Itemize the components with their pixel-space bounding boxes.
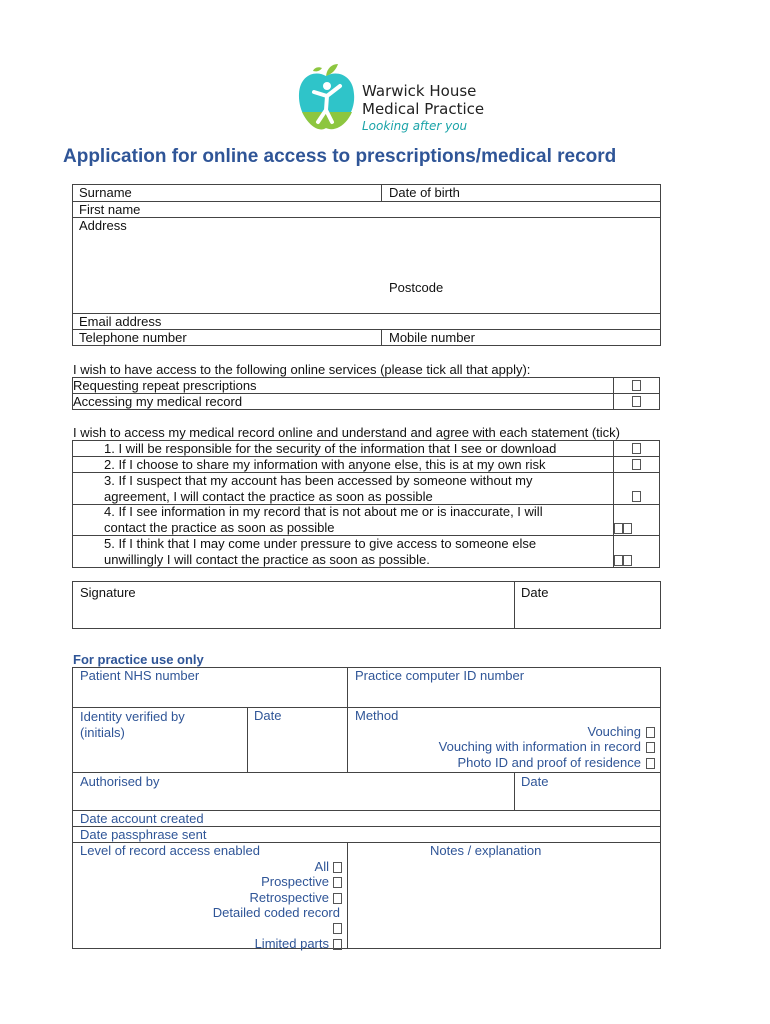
statement-text: 3. If I suspect that my account has been accessed by someone without my <box>104 473 533 488</box>
dob-label: Date of birth <box>389 185 460 200</box>
access-level-option: All <box>314 859 329 874</box>
address-cell[interactable] <box>72 217 661 314</box>
computer-id-label: Practice computer ID number <box>355 668 525 683</box>
access-level-option: Prospective <box>261 874 329 889</box>
signature-label: Signature <box>80 585 136 600</box>
service-label: Requesting repeat prescriptions <box>73 378 257 393</box>
statements-intro: I wish to access my medical record online and understand and agree with each statement (tick) <box>73 425 620 440</box>
service-checkbox[interactable] <box>632 380 641 391</box>
passphrase-label: Date passphrase sent <box>80 827 207 842</box>
method-checkbox[interactable] <box>646 758 655 769</box>
first-name-label: First name <box>79 202 141 217</box>
statement-text: unwillingly I will contact the practice as soon as possible. <box>104 552 430 567</box>
method-checkbox[interactable] <box>646 727 655 738</box>
method-option: Vouching with information in record <box>438 739 641 754</box>
page-title: Application for online access to prescriptions/medical record <box>63 146 617 167</box>
statement-checkbox[interactable] <box>632 459 641 470</box>
service-checkbox[interactable] <box>632 396 641 407</box>
logo-name-line1: Warwick House <box>362 82 477 100</box>
first-name-cell[interactable] <box>72 201 661 218</box>
statement-checkbox[interactable] <box>632 491 641 502</box>
statement-checkbox[interactable] <box>623 523 632 534</box>
access-level-checkbox[interactable] <box>333 893 342 904</box>
telephone-label: Telephone number <box>79 330 187 345</box>
address-label: Address <box>79 218 127 233</box>
statement-text: 4. If I see information in my record that is not about me or is inaccurate, I will <box>104 504 543 519</box>
access-level-checkbox[interactable] <box>333 862 342 873</box>
mobile-label: Mobile number <box>389 330 475 345</box>
identity-label: Identity verified by <box>80 709 185 724</box>
services-intro: I wish to have access to the following online services (please tick all that apply): <box>73 362 531 377</box>
notes-cell[interactable] <box>347 842 661 949</box>
statement-checkbox[interactable] <box>623 555 632 566</box>
apple-logo-icon <box>296 62 358 134</box>
logo-tagline: Looking after you <box>362 119 468 133</box>
access-level-checkbox[interactable] <box>333 939 342 950</box>
statement-text: contact the practice as soon as possible <box>104 520 335 535</box>
signature-date-label: Date <box>521 585 549 600</box>
statement-text: 2. If I choose to share my information with anyone else, this is at my own risk <box>104 457 546 472</box>
statement-checkbox[interactable] <box>632 443 641 454</box>
logo-name-line2: Medical Practice <box>362 100 485 118</box>
account-created-label: Date account created <box>80 811 204 826</box>
access-level-option: Retrospective <box>249 890 329 905</box>
statement-text: agreement, I will contact the practice as soon as possible <box>104 489 433 504</box>
statement-checkbox[interactable] <box>614 523 623 534</box>
service-label: Accessing my medical record <box>73 394 243 409</box>
method-label: Method <box>355 708 399 723</box>
notes-label: Notes / explanation <box>430 843 542 858</box>
method-option: Photo ID and proof of residence <box>457 755 641 770</box>
method-checkbox[interactable] <box>646 742 655 753</box>
access-level-option: Detailed coded record <box>212 905 340 920</box>
statement-text: 1. I will be responsible for the security of the information that I see or download <box>104 441 557 456</box>
surname-label: Surname <box>79 185 132 200</box>
authorised-date-label: Date <box>521 774 549 789</box>
signature-cell[interactable] <box>72 581 515 629</box>
postcode-label: Postcode <box>389 280 444 295</box>
access-level-option: Limited parts <box>254 936 329 951</box>
nhs-number-label: Patient NHS number <box>80 668 200 683</box>
access-level-checkbox[interactable] <box>333 923 342 934</box>
method-option: Vouching <box>587 724 641 739</box>
practice-use-heading: For practice use only <box>73 652 204 667</box>
authorised-label: Authorised by <box>80 774 160 789</box>
statement-checkbox[interactable] <box>614 555 623 566</box>
identity-sub-label: (initials) <box>80 725 125 740</box>
statement-text: 5. If I think that I may come under pressure to give access to someone else <box>104 536 537 551</box>
access-level-label: Level of record access enabled <box>80 843 260 858</box>
email-label: Email address <box>79 314 162 329</box>
access-level-checkbox[interactable] <box>333 877 342 888</box>
practice-logo <box>296 62 496 137</box>
identity-date-label: Date <box>254 708 282 723</box>
